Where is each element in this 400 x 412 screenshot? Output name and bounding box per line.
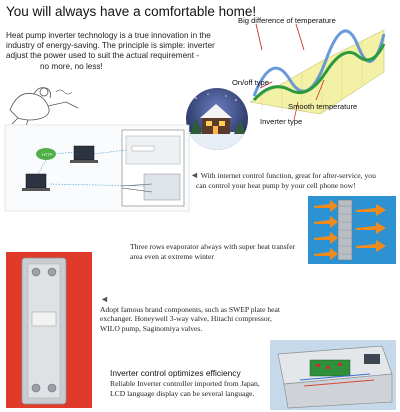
left-arrow-icon: ◄ bbox=[100, 294, 109, 304]
internet-caption-line: ◄ With internet control function, great for after-service, you bbox=[190, 170, 376, 180]
inverter-controller-image bbox=[270, 340, 396, 410]
inverter-control-block bbox=[110, 368, 260, 398]
components-caption-line: exchanger. Honeywell 3-way valve, Hitachi compressor, bbox=[100, 314, 272, 323]
intro-line: no more, no less! bbox=[40, 61, 103, 71]
plate-heat-exchanger-image bbox=[6, 252, 92, 408]
internet-control-caption bbox=[190, 171, 376, 190]
svg-text:HTTP: HTTP bbox=[42, 152, 53, 157]
evaporator-image bbox=[308, 196, 396, 264]
temperature-graph-drawing bbox=[232, 10, 392, 130]
winter-house-photo bbox=[186, 88, 248, 150]
intro-line: adjust the power used to suit the actual requirement - bbox=[6, 51, 199, 61]
inverter-control-line: LCD language display can be several language. bbox=[110, 388, 255, 398]
left-arrow-icon: ◄ bbox=[190, 170, 199, 180]
temperature-graph bbox=[232, 10, 392, 130]
intro-paragraph bbox=[6, 31, 234, 72]
components-caption bbox=[100, 295, 280, 333]
internet-caption-line: can control your heat pump by your cell phone now! bbox=[196, 180, 356, 190]
inverter-type-label: Inverter type bbox=[260, 117, 303, 126]
intro-line: Heat pump inverter technology is a true innovation in the bbox=[6, 31, 211, 40]
evaporator-caption-line: area even at extreme winter bbox=[130, 251, 214, 261]
components-caption-line: WILO pump, Saginomiya valves. bbox=[100, 323, 203, 333]
intro-line: industry of energy-saving. The principle is simple: inverter bbox=[6, 41, 215, 51]
relaxing-person-sketch bbox=[4, 80, 86, 128]
inverter-control-title: Inverter control optimizes efficiency bbox=[110, 368, 241, 378]
onoff-type-label: On/off type bbox=[232, 78, 270, 87]
internet-control-diagram bbox=[4, 124, 190, 212]
evaporator-caption bbox=[130, 242, 295, 261]
inverter-control-caption bbox=[110, 379, 260, 398]
components-caption-line: Adopt famous brand components, such as SWEP plate heat bbox=[100, 304, 281, 314]
big-difference-label: Big difference of temperature bbox=[238, 16, 336, 25]
inverter-control-line: Reliable Inverter controller imported from Japan, bbox=[110, 379, 260, 388]
smooth-temperature-label: Smooth temperature bbox=[288, 102, 358, 111]
components-caption-line bbox=[100, 295, 280, 305]
headline: You will always have a comfortable home! bbox=[6, 4, 257, 19]
evaporator-caption-line: Three rows evaporator always with super heat transfer bbox=[130, 242, 296, 251]
